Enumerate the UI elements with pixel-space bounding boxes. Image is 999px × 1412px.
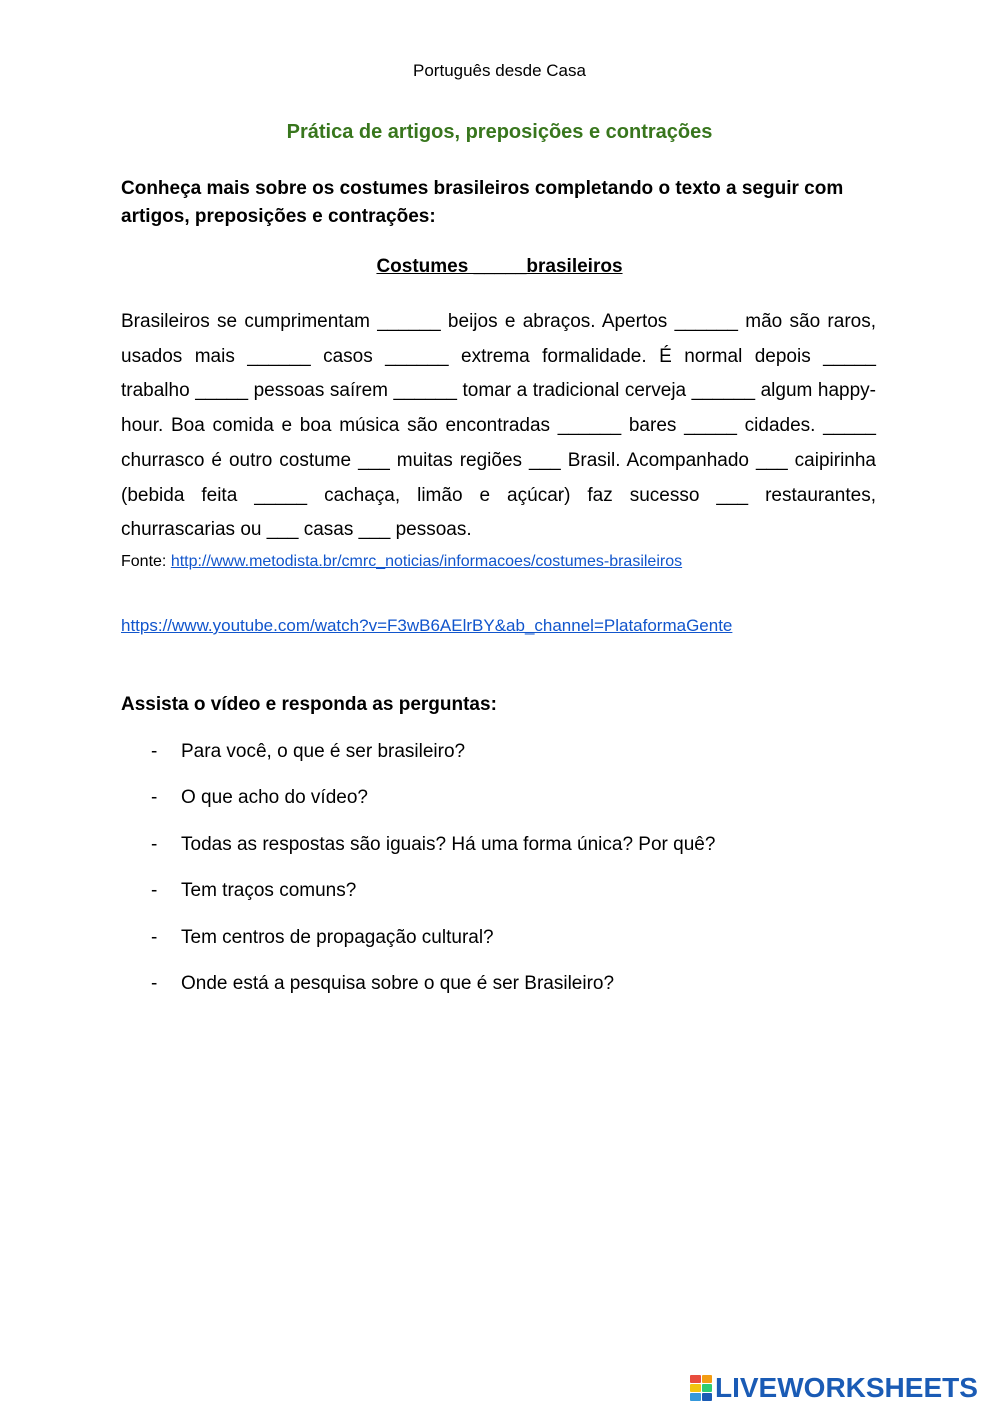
question-item [121,971,881,1017]
video-link[interactable]: https://www.youtube.com/watch?v=F3wB6AElrBY&ab_channel=PlataformaGente [121,616,733,635]
exercise-paragraph: Brasileiros se cumprimentam ______ beijos e abraços. Apertos ______ mão são raros, usados mais ______ casos ______ extrema formalidade. É normal depois _____ trabalho _____ pessoas saírem ______ tomar a tradicional cerveja ______ algum happy-hour. Boa comida e boa música são encontradas ______ bares _____ cidades. _____ churrasco é outro costume ___ muitas regiões ___ Brasil. Acompanhado ___ caipirinha (bebida feita _____ cachaça, limão e açúcar) faz sucesso ___ restaurantes, churrascarias ou ___ casas ___ pessoas. [121,311,876,541]
logo-block [690,1393,701,1401]
question-item [121,785,881,831]
source-link[interactable]: http://www.metodista.br/cmrc_noticias/informacoes/costumes-brasileiros [170,553,683,570]
question-text: Todas as respostas são iguais? Há uma forma única? Por quê? [181,833,716,855]
logo-block [690,1384,701,1392]
question-text: O que acho do vídeo? [181,787,368,809]
bullet-dash: - [151,926,158,948]
logo-mark-icon [690,1375,712,1401]
question-item [121,832,881,878]
question-text: Onde está a pesquisa sobre o que é ser Brasileiro? [181,972,615,994]
logo-block [690,1375,701,1383]
question-text: Tem traços comuns? [181,880,357,902]
text-title: Costumes _____brasileiros [376,256,623,277]
instruction-text: Conheça mais sobre os costumes brasileiros completando o texto a seguir com artigos, preposições e contrações: [121,178,844,227]
bullet-dash: - [151,833,158,855]
liveworksheets-logo[interactable] [690,1368,978,1408]
bullet-dash: - [151,972,158,994]
bullet-dash: - [151,880,158,902]
questions-heading: Assista o vídeo e responda as perguntas: [121,694,497,715]
source-label: Fonte: [121,553,171,570]
question-item [121,925,881,971]
question-item [121,739,881,785]
source-line [121,553,682,571]
logo-block [702,1384,713,1392]
page-header: Português desde Casa [413,61,586,80]
question-item [121,878,881,924]
logo-text: LIVEWORKSHEETS [715,1372,978,1403]
question-text: Para você, o que é ser brasileiro? [181,741,466,762]
bullet-dash: - [151,787,158,809]
logo-block [702,1375,713,1383]
page-title: Prática de artigos, preposições e contrações [286,121,713,143]
question-text: Tem centros de propagação cultural? [181,926,494,948]
logo-block [702,1393,713,1401]
bullet-dash: - [151,741,158,762]
questions-list [121,739,881,1017]
